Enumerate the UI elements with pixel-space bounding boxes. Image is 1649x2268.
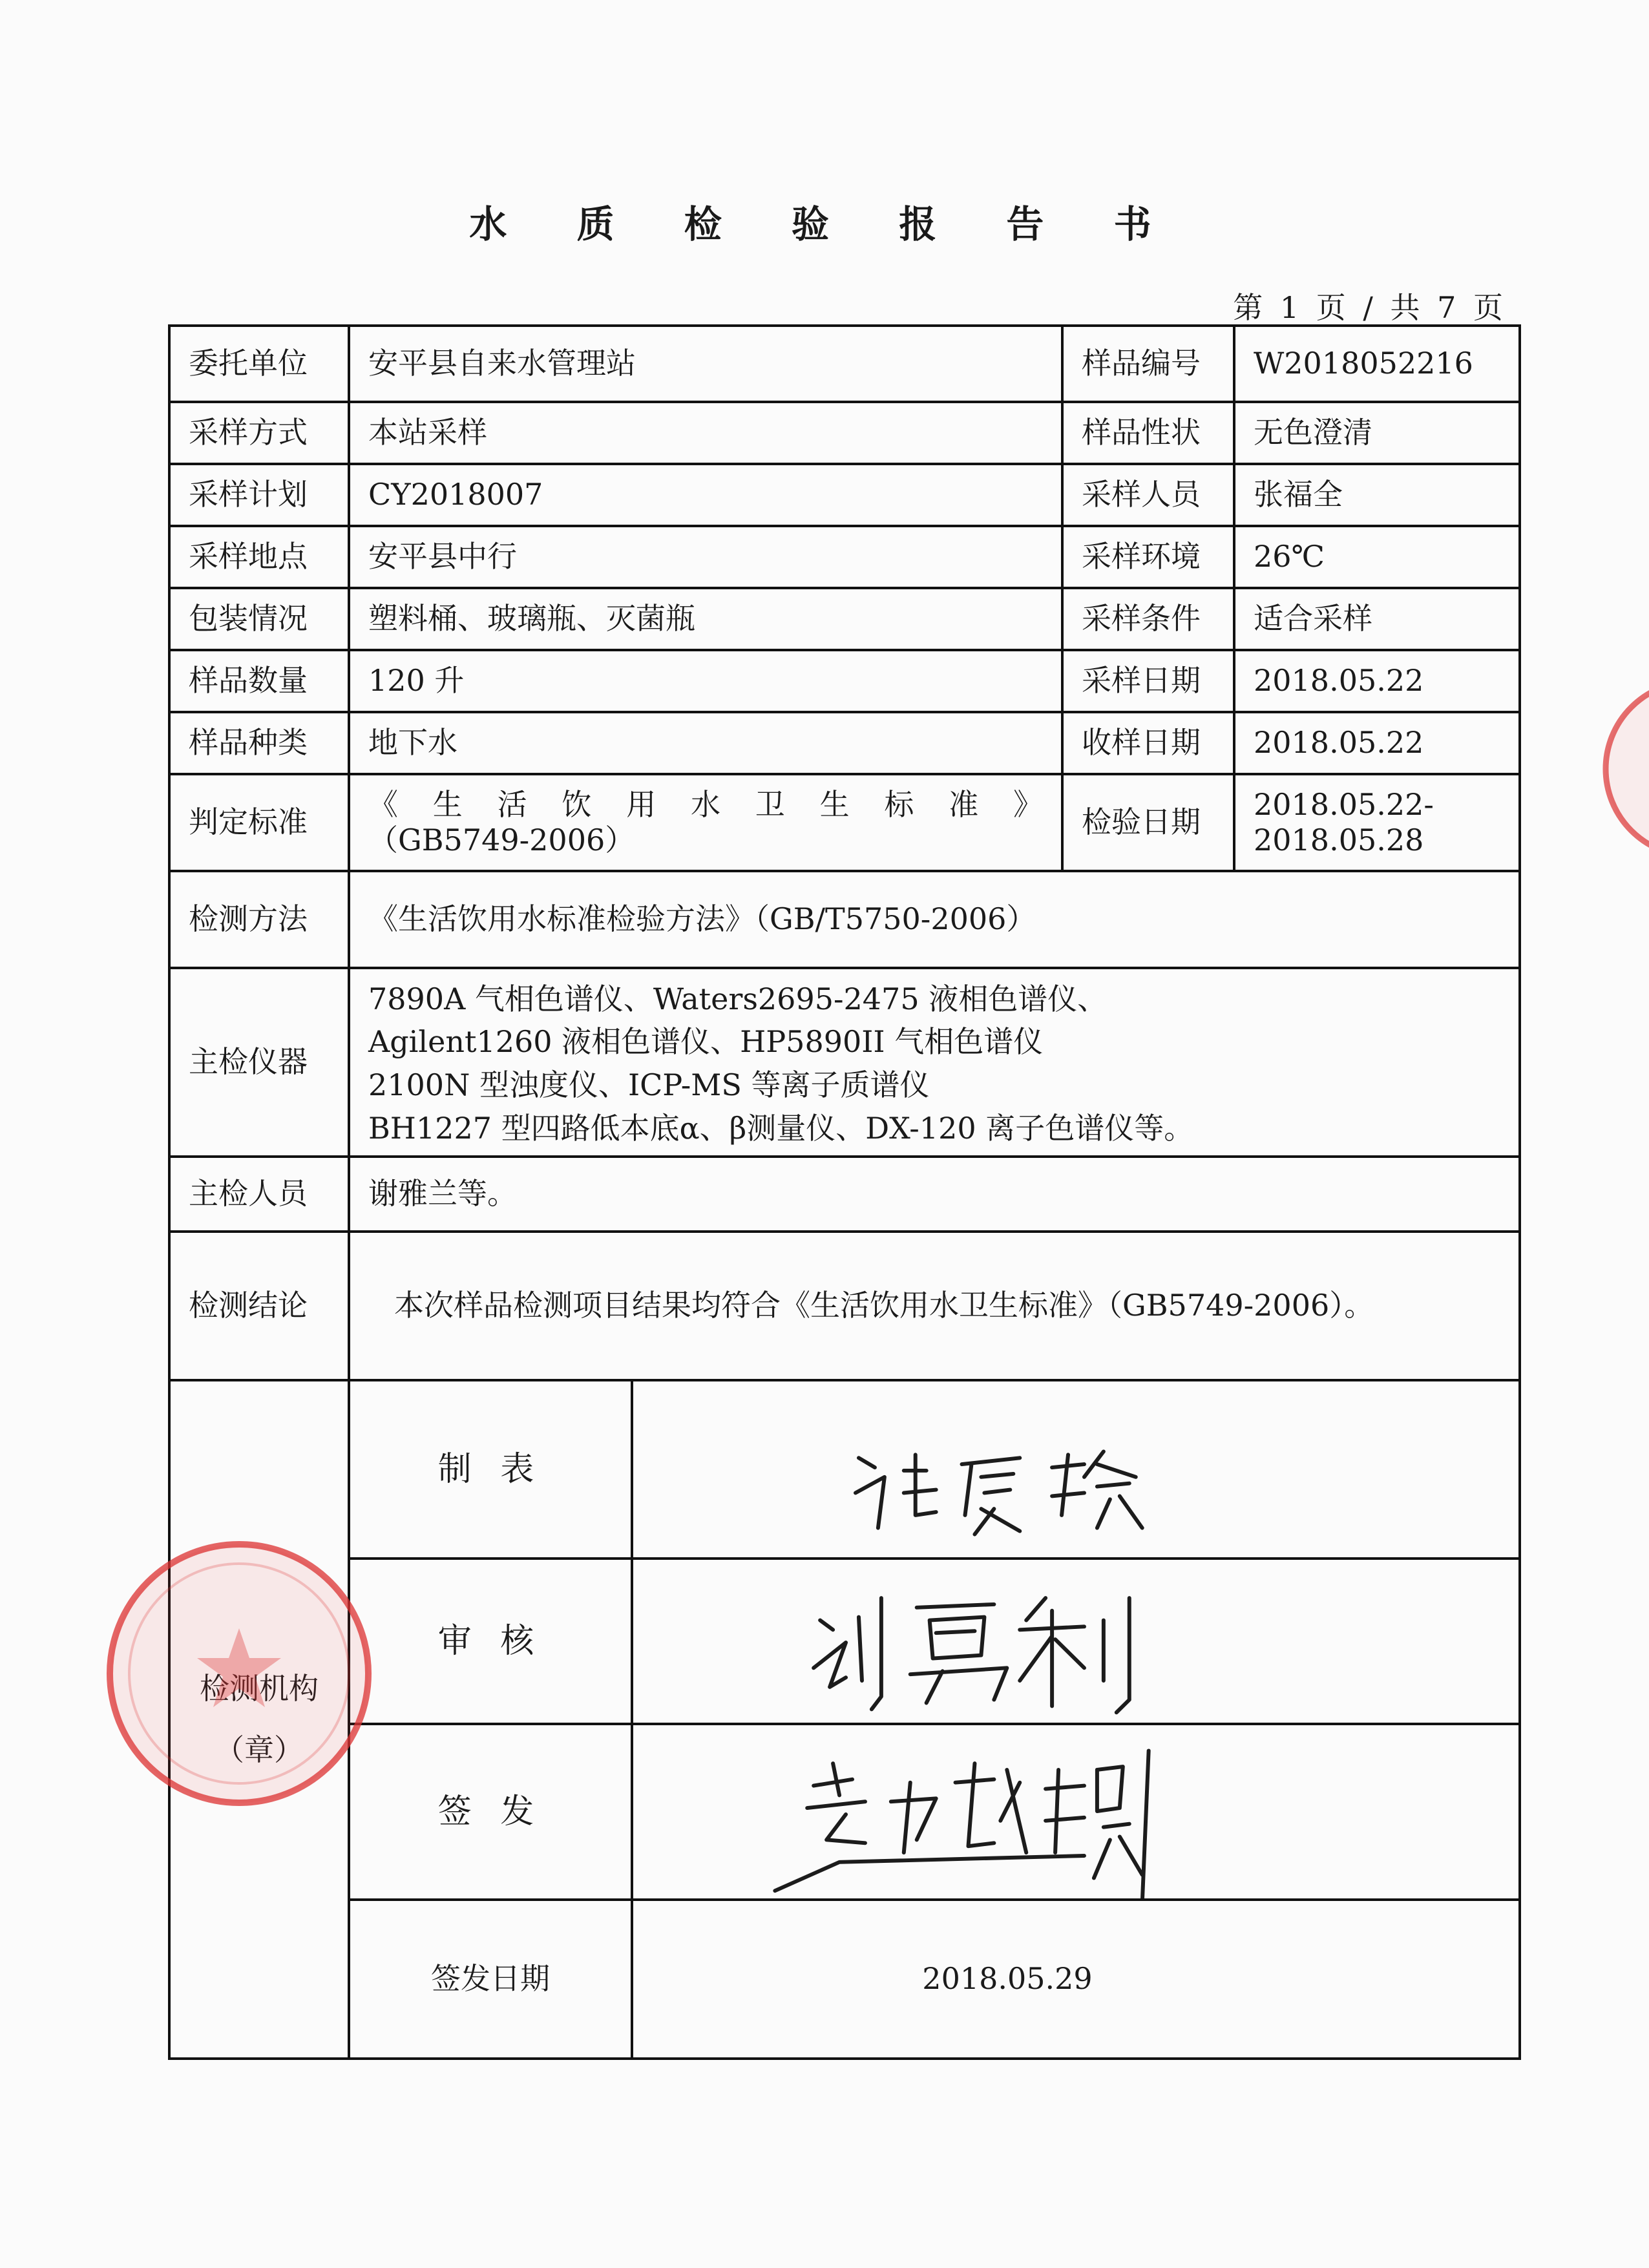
instrument-line: 7890A 气相色谱仪、Waters2695-2475 液相色谱仪、 — [368, 981, 1108, 1016]
receive-date-value: 2018.05.22 — [1234, 712, 1520, 774]
issue-date-value: 2018.05.29 — [632, 1900, 1520, 2059]
test-method-label: 检测方法 — [169, 871, 349, 968]
issued-signature-cell — [632, 1724, 1520, 1900]
sampler-value: 张福全 — [1234, 464, 1520, 526]
prepared-signature — [633, 1381, 1518, 1557]
method-value: 本站采样 — [349, 402, 1062, 464]
conclusion-value: 本次样品检测项目结果均符合《生活饮用水卫生标准》（GB5749-2006）。 — [349, 1232, 1520, 1380]
inspector-label: 主检人员 — [169, 1157, 349, 1232]
instrument-value — [349, 968, 1520, 1157]
appearance-label: 样品性状 — [1062, 402, 1234, 464]
condition-label: 采样条件 — [1062, 588, 1234, 650]
method-label: 采样方式 — [169, 402, 349, 464]
receive-date-label: 收样日期 — [1062, 712, 1234, 774]
quantity-label: 样品数量 — [169, 650, 349, 712]
appearance-value: 无色澄清 — [1234, 402, 1520, 464]
test-method-value: 《生活饮用水标准检验方法》（GB/T5750-2006） — [349, 871, 1520, 968]
standard-value — [349, 774, 1062, 871]
quantity-value: 120 升 — [349, 650, 1062, 712]
condition-value: 适合采样 — [1234, 588, 1520, 650]
issued-label: 签 发 — [349, 1724, 632, 1900]
reviewed-signature — [633, 1560, 1518, 1723]
official-seal — [97, 1531, 381, 1816]
plan-label: 采样计划 — [169, 464, 349, 526]
test-date-label: 检验日期 — [1062, 774, 1234, 871]
conclusion-label: 检测结论 — [169, 1232, 349, 1380]
instrument-label: 主检仪器 — [169, 968, 349, 1157]
package-label: 包装情况 — [169, 588, 349, 650]
reviewed-signature-cell — [632, 1559, 1520, 1724]
env-value: 26℃ — [1234, 526, 1520, 588]
standard-value-line1: 《生活饮用水卫生标准》 — [368, 786, 1043, 822]
plan-value: CY2018007 — [349, 464, 1062, 526]
standard-label: 判定标准 — [169, 774, 349, 871]
instrument-line: 2100N 型浊度仪、ICP-MS 等离子质谱仪 — [368, 1067, 930, 1102]
standard-value-line2: （GB5749-2006） — [368, 823, 635, 857]
instrument-line: Agilent1260 液相色谱仪、HP5890II 气相色谱仪 — [368, 1024, 1044, 1060]
sample-no-value: W2018052216 — [1234, 326, 1520, 402]
client-label: 委托单位 — [169, 326, 349, 402]
inspector-value: 谢雅兰等。 — [349, 1157, 1520, 1232]
sampling-date-value: 2018.05.22 — [1234, 650, 1520, 712]
page-indicator: 第 1 页 / 共 7 页 — [1233, 290, 1507, 325]
page-edge-seal — [1596, 672, 1649, 866]
issued-signature — [633, 1725, 1518, 1898]
sampling-date-label: 采样日期 — [1062, 650, 1234, 712]
client-value: 安平县自来水管理站 — [349, 326, 1062, 402]
reviewed-label: 审 核 — [349, 1559, 632, 1724]
sample-no-label: 样品编号 — [1062, 326, 1234, 402]
prepared-signature-cell — [632, 1380, 1520, 1559]
test-date-value: 2018.05.22-2018.05.28 — [1234, 774, 1520, 871]
sampler-label: 采样人员 — [1062, 464, 1234, 526]
report-title: 水 质 检 验 报 告 书 — [469, 202, 1180, 246]
type-value: 地下水 — [349, 712, 1062, 774]
location-value: 安平县中行 — [349, 526, 1062, 588]
issue-date-label: 签发日期 — [349, 1900, 632, 2059]
prepared-label: 制 表 — [349, 1380, 632, 1559]
location-label: 采样地点 — [169, 526, 349, 588]
type-label: 样品种类 — [169, 712, 349, 774]
instrument-line: BH1227 型四路低本底α、β测量仪、DX-120 离子色谱仪等。 — [368, 1110, 1194, 1146]
package-value: 塑料桶、玻璃瓶、灭菌瓶 — [349, 588, 1062, 650]
env-label: 采样环境 — [1062, 526, 1234, 588]
